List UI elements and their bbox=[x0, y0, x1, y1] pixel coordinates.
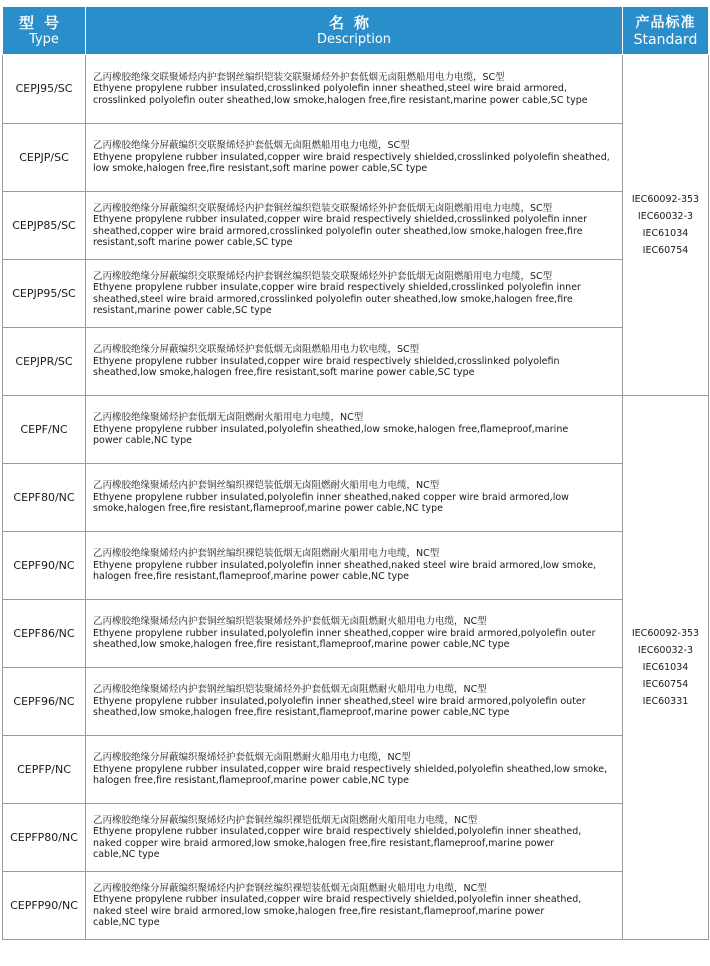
description-en-line: resistant,marine power cable,SC type bbox=[93, 305, 272, 316]
table-row bbox=[3, 260, 709, 328]
description-zh-line: 乙丙橡胶绝缘分屏蔽编织交联聚烯烃内护套钢丝编织铠装交联聚烯烃外护套低烟无卤阻燃船用电力电缆，SC型 bbox=[93, 270, 553, 282]
description-en-line: Ethyene propylene rubber insulated,copper wire braid respectively shielded,crosslinked polyolefin bbox=[93, 355, 560, 367]
table-row bbox=[3, 804, 709, 872]
cable-description-cell bbox=[86, 260, 623, 328]
description-en-line: power cable,NC type bbox=[93, 435, 192, 447]
description-zh-line: 乙丙橡胶绝缘分屏蔽编织聚烯烃内护套钢丝编织裸铠装低烟无卤阻燃耐火船用电力电缆，NC型 bbox=[93, 882, 487, 894]
table-row bbox=[3, 532, 709, 600]
type-column-header bbox=[3, 7, 86, 55]
table-row bbox=[3, 396, 709, 464]
standard-code: IEC60092-353 bbox=[631, 194, 700, 205]
description-zh-line: 乙丙橡胶绝缘分屏蔽编织聚烯烃内护套铜丝编织裸铠低烟无卤阻燃耐火船用电力电缆，NC型 bbox=[93, 814, 478, 826]
standard-code: IEC61034 bbox=[642, 228, 689, 239]
std-header-en: Standard bbox=[633, 31, 698, 48]
type-header-en: Type bbox=[29, 31, 59, 47]
cable-description-cell bbox=[86, 532, 623, 600]
description-en-line: sheathed,low smoke,halogen free,fire resistant,flameproof,marine power cable,NC type bbox=[93, 639, 510, 651]
description-en-line: Ethyene propylene rubber insulated,copper wire braid respectively shielded,crosslinked polyolefin sheathed, bbox=[93, 151, 610, 163]
cable-type-cell: CEPJPR/SC bbox=[3, 328, 86, 396]
cable-type-cell: CEPFP90/NC bbox=[3, 872, 86, 940]
description-en-line: crosslinked polyolefin outer sheathed,low smoke,halogen free,fire resistant,marine power cable,SC type bbox=[93, 94, 588, 106]
description-zh-line: 乙丙橡胶绝缘分屏蔽编织交联聚烯烃内护套铜丝编织铠装交联聚烯烃外护套低烟无卤阻燃船用电力电缆，SC型 bbox=[93, 202, 553, 214]
table-row bbox=[3, 124, 709, 192]
desc-header-zh: 名称 bbox=[328, 13, 379, 32]
standard-code: IEC60092-353 bbox=[631, 628, 700, 639]
cable-description-cell bbox=[86, 328, 623, 396]
description-zh-line: 乙丙橡胶绝缘交联聚烯烃内护套钢丝编织铠装交联聚烯烃外护套低烟无卤阻燃船用电力电缆，SC型 bbox=[93, 71, 505, 83]
description-en-line: Ethyene propylene rubber insulated,copper wire braid respectively shielded,polyolefin inner sheathed, bbox=[93, 894, 582, 905]
cable-type-cell: CEPJP/SC bbox=[3, 124, 86, 192]
desc-header-en: Description bbox=[316, 31, 392, 47]
table-row bbox=[3, 736, 709, 804]
description-en-line: Ethyene propylene rubber insulated,crosslinked polyolefin inner sheathed,steel wire braid armored, bbox=[93, 83, 567, 95]
description-en-line: Ethyene propylene rubber insulated,polyolefin sheathed,low smoke,halogen free,flameproof,marine bbox=[93, 423, 569, 435]
description-en-line: Ethyene propylene rubber insulated,copper wire braid respectively shielded,crosslinked polyolefin inner bbox=[93, 214, 587, 225]
cable-description-cell bbox=[86, 804, 623, 872]
description-en-line: halogen free,fire resistant,flameproof,marine power cable,NC type bbox=[93, 775, 409, 787]
description-en-line: sheathed,copper wire braid armored,crosslinked polyolefin outer sheathed,low smoke,halogen free,fire bbox=[93, 225, 583, 237]
cable-type-cell: CEPF86/NC bbox=[3, 600, 86, 668]
description-column-header bbox=[86, 7, 623, 55]
description-en-line: sheathed,low smoke,halogen free,fire resistant,soft marine power cable,SC type bbox=[93, 367, 475, 379]
description-en-line: cable,NC type bbox=[93, 849, 160, 860]
standard-code: IEC60754 bbox=[642, 245, 689, 256]
cable-description-cell bbox=[86, 396, 623, 464]
cable-description-cell bbox=[86, 872, 623, 940]
description-zh-line: 乙丙橡胶绝缘聚烯烃内护套铜丝编织裸铠装低烟无卤阻燃耐火船用电力电缆，NC型 bbox=[93, 480, 440, 492]
description-zh-line: 乙丙橡胶绝缘聚烯烃护套低烟无卤阻燃耐火船用电力电缆，NC型 bbox=[93, 412, 364, 424]
type-header-zh: 型号 bbox=[18, 13, 69, 32]
table-row bbox=[3, 668, 709, 736]
standard-code: IEC60032-3 bbox=[637, 645, 694, 656]
standard-code: IEC60032-3 bbox=[637, 211, 694, 222]
description-en-line: sheathed,low smoke,halogen free,fire resistant,flameproof,marine power cable,NC type bbox=[93, 707, 510, 719]
cable-description-cell bbox=[86, 600, 623, 668]
description-en-line: naked steel wire braid armored,low smoke,halogen free,fire resistant,flameproof,marine power bbox=[93, 905, 545, 917]
table-row bbox=[3, 600, 709, 668]
description-en-line: Ethyene propylene rubber insulated,polyolefin inner sheathed,copper wire braid armored,polyolefin outer bbox=[93, 627, 596, 639]
table-row bbox=[3, 328, 709, 396]
description-zh-line: 乙丙橡胶绝缘聚烯烃内护套铜丝编织铠装聚烯烃外护套低烟无卤阻燃耐火船用电力电缆，NC型 bbox=[93, 616, 487, 628]
description-en-line: Ethyene propylene rubber insulated,polyolefin inner sheathed,steel wire braid armored,polyolefin outer bbox=[93, 695, 586, 707]
cable-description-cell bbox=[86, 124, 623, 192]
description-zh-line: 乙丙橡胶绝缘分屏蔽编织交联聚烯烃护套低烟无卤阻燃船用电力软电缆，SC型 bbox=[93, 344, 420, 356]
standard-column-header bbox=[623, 7, 709, 55]
cable-type-cell: CEPF80/NC bbox=[3, 464, 86, 532]
description-en-line: naked copper wire braid armored,low smoke,halogen free,fire resistant,flameproof,marine power bbox=[93, 837, 555, 849]
table-body bbox=[3, 55, 709, 940]
table-row bbox=[3, 464, 709, 532]
description-en-line: Ethyene propylene rubber insulated,copper wire braid respectively shielded,polyolefin inner sheathed, bbox=[93, 826, 582, 837]
description-en-line: smoke,halogen free,fire resistant,flameproof,marine power cable,NC type bbox=[93, 503, 444, 515]
description-en-line: low smoke,halogen free,fire resistant,soft marine power cable,SC type bbox=[93, 163, 428, 175]
description-en-line: Ethyene propylene rubber insulated,copper wire braid respectively shielded,polyolefin sheathed,low smoke, bbox=[93, 763, 608, 775]
standard-code: IEC60754 bbox=[642, 679, 689, 690]
standard-code: IEC60331 bbox=[642, 696, 689, 707]
cable-description-cell bbox=[86, 736, 623, 804]
cable-type-cell: CEPJP85/SC bbox=[3, 192, 86, 260]
description-en-line: Ethyene propylene rubber insulated,polyolefin inner sheathed,naked copper wire braid armored,low bbox=[93, 491, 569, 503]
cable-description-cell bbox=[86, 192, 623, 260]
cable-type-cell: CEPFP/NC bbox=[3, 736, 86, 804]
description-zh-line: 乙丙橡胶绝缘分屏蔽编织交联聚烯烃护套低烟无卤阻燃船用电力电缆，SC型 bbox=[93, 140, 410, 152]
description-en-line: Ethyene propylene rubber insulated,polyolefin inner sheathed,naked steel wire braid armored,low smoke, bbox=[93, 559, 597, 571]
table-row bbox=[3, 55, 709, 124]
description-zh-line: 乙丙橡胶绝缘分屏蔽编织聚烯烃护套低烟无卤阻燃耐火船用电力电缆，NC型 bbox=[93, 752, 411, 764]
standard-code: IEC61034 bbox=[642, 662, 689, 673]
cable-type-cell: CEPF/NC bbox=[3, 396, 86, 464]
cable-description-cell bbox=[86, 668, 623, 736]
cable-type-cell: CEPJP95/SC bbox=[3, 260, 86, 328]
description-zh-line: 乙丙橡胶绝缘聚烯烃内护套钢丝编织铠装聚烯烃外护套低烟无卤阻燃耐火船用电力电缆，NC型 bbox=[93, 684, 487, 696]
table-header-row bbox=[3, 7, 709, 55]
description-en-line: halogen free,fire resistant,flameproof,marine power cable,NC type bbox=[93, 571, 409, 583]
description-en-line: cable,NC type bbox=[93, 917, 160, 928]
cable-spec-table bbox=[2, 6, 709, 940]
cable-description-cell bbox=[86, 464, 623, 532]
cable-type-cell: CEPF90/NC bbox=[3, 532, 86, 600]
standards-cell bbox=[623, 396, 709, 940]
description-en-line: sheathed,steel wire braid armored,crosslinked polyolefin outer sheathed,low smoke,halogen free,fire bbox=[93, 293, 573, 305]
cable-description-cell bbox=[86, 55, 623, 124]
table-row bbox=[3, 872, 709, 940]
standards-cell bbox=[623, 55, 709, 396]
cable-type-cell: CEPJ95/SC bbox=[3, 55, 86, 124]
description-zh-line: 乙丙橡胶绝缘聚烯烃内护套钢丝编织裸铠装低烟无卤阻燃耐火船用电力电缆，NC型 bbox=[93, 548, 440, 560]
table-row bbox=[3, 192, 709, 260]
description-en-line: resistant,soft marine power cable,SC type bbox=[93, 237, 293, 248]
description-en-line: Ethyene propylene rubber insulate,copper wire braid respectively shielded,crosslinked polyolefin inner bbox=[93, 282, 581, 293]
std-header-zh: 产品标准 bbox=[635, 14, 696, 31]
cable-type-cell: CEPF96/NC bbox=[3, 668, 86, 736]
cable-type-cell: CEPFP80/NC bbox=[3, 804, 86, 872]
